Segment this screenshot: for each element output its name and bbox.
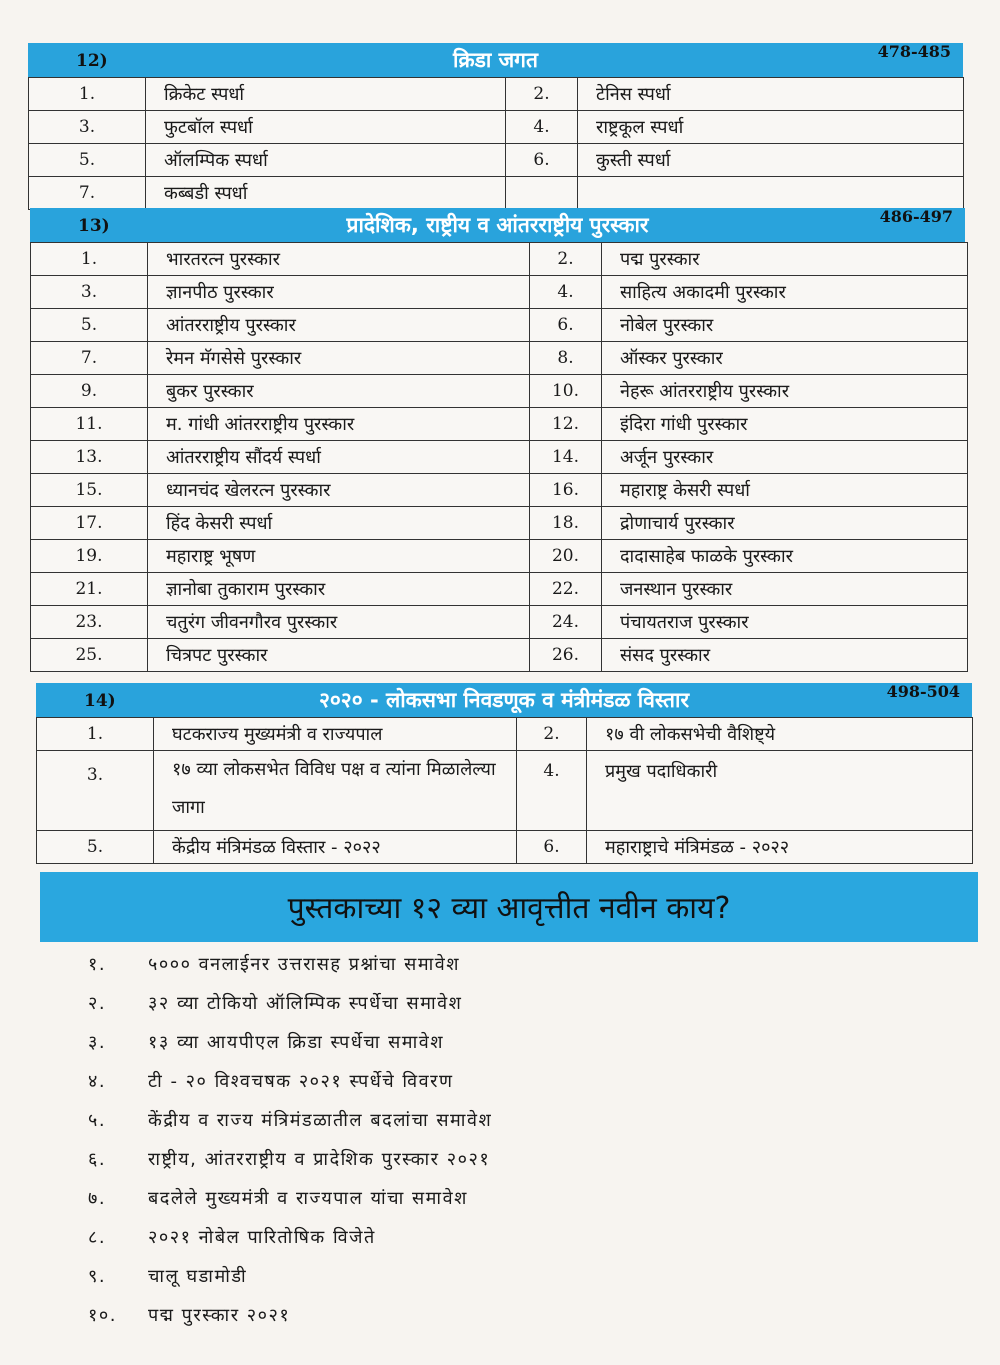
table-row <box>31 606 968 639</box>
item-number: 19. <box>31 540 148 573</box>
item-text: १७ वी लोकसभेची वैशिष्ट्ये <box>587 718 973 751</box>
item-text <box>578 177 964 210</box>
list-item <box>88 991 492 1030</box>
list-item <box>88 1186 492 1225</box>
item-number: 4. <box>530 276 602 309</box>
item-number <box>506 177 578 210</box>
item-number: 12. <box>530 408 602 441</box>
item-text: संसद पुरस्कार <box>602 639 968 672</box>
section-number: 14) <box>84 691 116 711</box>
item-text: महाराष्ट्र केसरी स्पर्धा <box>602 474 968 507</box>
item-text: १७ व्या लोकसभेत विविध पक्ष व त्यांना मिळालेल्या जागा <box>154 751 517 831</box>
list-text: केंद्रीय व राज्य मंत्रिमंडळातील बदलांचा समावेश <box>148 1110 493 1131</box>
list-text: टी - २० विश्वचषक २०२१ स्पर्धेचे विवरण <box>148 1071 454 1092</box>
item-number: 14. <box>530 441 602 474</box>
item-text: आंतरराष्ट्रीय पुरस्कार <box>148 309 530 342</box>
table-row <box>31 474 968 507</box>
item-number: 3. <box>37 751 154 831</box>
section-number: 13) <box>78 216 110 236</box>
item-text: ज्ञानपीठ पुरस्कार <box>148 276 530 309</box>
item-number: 13. <box>31 441 148 474</box>
table-row <box>31 276 968 309</box>
table-row <box>29 144 964 177</box>
table-row <box>37 751 973 831</box>
item-number: 17. <box>31 507 148 540</box>
item-number: 18. <box>530 507 602 540</box>
item-number: 23. <box>31 606 148 639</box>
list-text: पद्म पुरस्कार २०२१ <box>148 1305 291 1326</box>
item-number: 15. <box>31 474 148 507</box>
item-text: क्रिकेट स्पर्धा <box>146 78 506 111</box>
item-number: 1. <box>29 78 146 111</box>
item-number: 10. <box>530 375 602 408</box>
item-number: 6. <box>530 309 602 342</box>
whats-new-title: पुस्तकाच्या १२ व्या आवृत्तीत नवीन काय? <box>287 891 731 926</box>
table-row <box>31 573 968 606</box>
item-text: महाराष्ट्राचे मंत्रिमंडळ - २०२२ <box>587 831 973 864</box>
item-number: 24. <box>530 606 602 639</box>
item-text: चतुरंग जीवनगौरव पुरस्कार <box>148 606 530 639</box>
item-text: अर्जून पुरस्कार <box>602 441 968 474</box>
section-13-table <box>30 242 968 672</box>
item-text: ध्यानचंद खेलरत्न पुरस्कार <box>148 474 530 507</box>
page-range: 478-485 <box>877 42 951 61</box>
item-number: 4. <box>506 111 578 144</box>
page-range: 498-504 <box>886 682 960 701</box>
item-number: 6. <box>517 831 587 864</box>
item-number: 5. <box>31 309 148 342</box>
section-14-table <box>36 717 973 864</box>
list-text: बदलेले मुख्यमंत्री व राज्यपाल यांचा समावेश <box>148 1188 468 1209</box>
item-text: नेहरू आंतरराष्ट्रीय पुरस्कार <box>602 375 968 408</box>
section-13-header <box>30 208 965 242</box>
list-number: १. <box>88 954 107 975</box>
item-text: केंद्रीय मंत्रिमंडळ विस्तार - २०२२ <box>154 831 517 864</box>
item-text: राष्ट्रकूल स्पर्धा <box>578 111 964 144</box>
list-number: १०. <box>88 1305 117 1326</box>
item-number: 2. <box>530 243 602 276</box>
item-text: ऑस्कर पुरस्कार <box>602 342 968 375</box>
item-text: जनस्थान पुरस्कार <box>602 573 968 606</box>
table-row <box>31 639 968 672</box>
item-number: 5. <box>29 144 146 177</box>
whats-new-list <box>88 952 492 1342</box>
item-text: ऑलम्पिक स्पर्धा <box>146 144 506 177</box>
item-number: 20. <box>530 540 602 573</box>
list-number: ९. <box>88 1266 107 1287</box>
item-text: टेनिस स्पर्धा <box>578 78 964 111</box>
item-text: द्रोणाचार्य पुरस्कार <box>602 507 968 540</box>
section-number: 12) <box>76 51 108 71</box>
item-number: 2. <box>517 718 587 751</box>
section-14-header <box>36 683 972 717</box>
item-number: 1. <box>37 718 154 751</box>
list-item <box>88 1225 492 1264</box>
item-text: म. गांधी आंतरराष्ट्रीय पुरस्कार <box>148 408 530 441</box>
item-number: 1. <box>31 243 148 276</box>
item-number: 7. <box>31 342 148 375</box>
item-text: इंदिरा गांधी पुरस्कार <box>602 408 968 441</box>
item-number: 8. <box>530 342 602 375</box>
list-number: ३. <box>88 1032 107 1053</box>
list-item <box>88 1147 492 1186</box>
item-number: 4. <box>517 751 587 831</box>
list-text: १३ व्या आयपीएल क्रिडा स्पर्धेचा समावेश <box>148 1032 444 1053</box>
table-row <box>37 831 973 864</box>
table-row <box>31 408 968 441</box>
list-text: २०२१ नोबेल पारितोषिक विजेते <box>148 1227 376 1248</box>
list-item <box>88 1030 492 1069</box>
section-title: प्रादेशिक, राष्ट्रीय व आंतरराष्ट्रीय पुरस्कार <box>346 213 649 237</box>
list-item <box>88 1303 492 1342</box>
table-row <box>29 177 964 210</box>
list-number: ८. <box>88 1227 107 1248</box>
item-text: चित्रपट पुरस्कार <box>148 639 530 672</box>
item-text: बुकर पुरस्कार <box>148 375 530 408</box>
list-item <box>88 1108 492 1147</box>
section-title: २०२० - लोकसभा निवडणूक व मंत्रीमंडळ विस्तार <box>318 688 690 712</box>
list-item <box>88 1069 492 1108</box>
table-row <box>31 375 968 408</box>
item-number: 6. <box>506 144 578 177</box>
page-range: 486-497 <box>879 207 953 226</box>
item-text: कब्बडी स्पर्धा <box>146 177 506 210</box>
list-text: राष्ट्रीय, आंतरराष्ट्रीय व प्रादेशिक पुरस्कार २०२१ <box>148 1149 491 1170</box>
list-text: ३२ व्या टोकियो ऑलिम्पिक स्पर्धेचा समावेश <box>148 993 463 1014</box>
item-text: पंचायतराज पुरस्कार <box>602 606 968 639</box>
table-row <box>31 243 968 276</box>
list-number: ५. <box>88 1110 107 1131</box>
table-row <box>29 78 964 111</box>
list-item <box>88 1264 492 1303</box>
list-number: ४. <box>88 1071 107 1092</box>
list-number: २. <box>88 993 107 1014</box>
list-item <box>88 952 492 991</box>
item-text: फुटबॉल स्पर्धा <box>146 111 506 144</box>
section-12-header <box>28 43 963 77</box>
list-number: ७. <box>88 1188 107 1209</box>
item-text: घटकराज्य मुख्यमंत्री व राज्यपाल <box>154 718 517 751</box>
table-row <box>31 309 968 342</box>
table-row <box>31 342 968 375</box>
whats-new-banner <box>40 872 978 942</box>
item-number: 7. <box>29 177 146 210</box>
item-text: आंतरराष्ट्रीय सौंदर्य स्पर्धा <box>148 441 530 474</box>
list-number: ६. <box>88 1149 107 1170</box>
item-number: 2. <box>506 78 578 111</box>
item-number: 26. <box>530 639 602 672</box>
item-text: हिंद केसरी स्पर्धा <box>148 507 530 540</box>
item-text: नोबेल पुरस्कार <box>602 309 968 342</box>
item-number: 3. <box>31 276 148 309</box>
item-number: 3. <box>29 111 146 144</box>
table-row <box>29 111 964 144</box>
item-text: प्रमुख पदाधिकारी <box>587 751 973 831</box>
table-row <box>31 540 968 573</box>
list-text: चालू घडामोडी <box>148 1266 248 1287</box>
item-text: रेमन मॅगसेसे पुरस्कार <box>148 342 530 375</box>
item-text: महाराष्ट्र भूषण <box>148 540 530 573</box>
list-text: ५००० वनलाईनर उत्तरासह प्रश्नांचा समावेश <box>148 954 460 975</box>
item-text: पद्म पुरस्कार <box>602 243 968 276</box>
item-number: 5. <box>37 831 154 864</box>
item-text: साहित्य अकादमी पुरस्कार <box>602 276 968 309</box>
item-number: 25. <box>31 639 148 672</box>
item-text: भारतरत्न पुरस्कार <box>148 243 530 276</box>
item-number: 22. <box>530 573 602 606</box>
item-number: 21. <box>31 573 148 606</box>
item-text: ज्ञानोबा तुकाराम पुरस्कार <box>148 573 530 606</box>
section-12-table <box>28 77 964 210</box>
section-title: क्रिडा जगत <box>453 48 538 72</box>
table-row <box>31 441 968 474</box>
table-row <box>37 718 973 751</box>
item-text: कुस्ती स्पर्धा <box>578 144 964 177</box>
item-number: 11. <box>31 408 148 441</box>
item-number: 16. <box>530 474 602 507</box>
item-number: 9. <box>31 375 148 408</box>
table-row <box>31 507 968 540</box>
item-text: दादासाहेब फाळके पुरस्कार <box>602 540 968 573</box>
